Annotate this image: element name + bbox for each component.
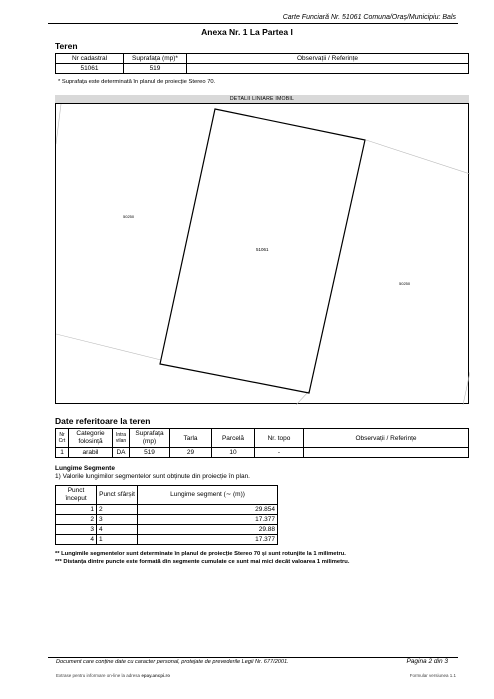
date-teren-table: [55, 428, 469, 458]
col-header: Observații / Referințe: [187, 54, 469, 64]
table-row: [56, 448, 469, 458]
col-header: Observații / Referințe: [304, 429, 469, 448]
col-header: Suprafața (mp): [130, 429, 170, 448]
parcel-plan: [55, 103, 469, 404]
table-row: [56, 535, 278, 545]
table-cell: 17.377: [138, 515, 278, 525]
col-header: Lungime segment (∼ (m)): [138, 486, 278, 505]
table-row: [56, 54, 469, 64]
table-row: [56, 486, 278, 505]
table-cell: 4: [97, 525, 138, 535]
col-header: Categorie folosință: [69, 429, 113, 448]
col-header: Tarla: [170, 429, 212, 448]
col-header: Punct sfârșit: [97, 486, 138, 505]
neighbor-label: 50250: [123, 214, 135, 219]
teren-note: * Suprafața este determinată în planul de proiecție Stereo 70.: [58, 79, 216, 85]
teren-table: [55, 53, 469, 74]
page-number: Pagina 2 din 3: [406, 658, 448, 665]
registry-header: Carte Funciară Nr. 51061 Comuna/Oraș/Municipiu: Bals: [282, 14, 456, 21]
table-cell: 17.377: [138, 535, 278, 545]
table-row: [56, 505, 278, 515]
segmente-title: Lungime Segmente: [55, 465, 115, 472]
table-cell: 519: [130, 448, 170, 458]
table-cell: 51061: [56, 64, 124, 74]
segmente-table: [55, 485, 278, 545]
table-row: [56, 64, 469, 74]
teren-title: Teren: [55, 41, 78, 51]
col-header: Punct început: [56, 486, 97, 505]
table-cell: 29.854: [138, 505, 278, 515]
segmente-note-1: ** Lungimile segmentelor sunt determinate în planul de proiecție Stereo 70 și sunt rotunjite la 1 milimetru.: [55, 551, 346, 557]
table-row: [56, 525, 278, 535]
col-header: Nr Crt: [56, 429, 69, 448]
header-divider: [48, 23, 458, 24]
table-cell: DA: [113, 448, 130, 458]
neighbor-boundary: [56, 104, 61, 144]
neighbor-label: 50250: [399, 281, 411, 286]
plan-title: DETALII LINIARE IMOBIL: [55, 95, 469, 103]
table-cell: 3: [56, 525, 97, 535]
table-cell: 519: [124, 64, 187, 74]
table-cell: 1: [56, 505, 97, 515]
parcel-drawing: [56, 104, 470, 405]
extract-info: [56, 673, 170, 678]
neighbor-boundary: [463, 372, 470, 405]
table-cell: 10: [212, 448, 255, 458]
table-cell: 1: [97, 535, 138, 545]
form-version: Formular versiunea 1.1: [409, 673, 456, 678]
annex-title: Anexa Nr. 1 La Partea I: [201, 27, 293, 37]
neighbor-boundary: [366, 140, 470, 174]
table-cell: [304, 448, 469, 458]
col-header: Nr. topo: [255, 429, 304, 448]
footer-disclaimer: Document care conține date cu caracter personal, protejate de prevederile Legii Nr. 677/2001.: [56, 659, 289, 665]
date-teren-title: Date referitoare la teren: [55, 416, 151, 426]
col-header: Intra vilan: [113, 429, 130, 448]
table-cell: 3: [97, 515, 138, 525]
table-cell: 2: [56, 515, 97, 525]
segmente-note-2: *** Distanța dintre puncte este formată din segmente cumulate ce sunt mai mici decât valoarea 1 milimetru.: [55, 559, 350, 565]
neighbor-boundary: [56, 334, 161, 360]
extract-prefix: Extrase pentru informare on-line la adresa: [56, 673, 141, 678]
col-header: Suprafața (mp)*: [124, 54, 187, 64]
table-row: [56, 429, 469, 448]
table-cell: 2: [97, 505, 138, 515]
table-cell: 4: [56, 535, 97, 545]
table-cell: [187, 64, 469, 74]
table-row: [56, 515, 278, 525]
table-cell: 29.88: [138, 525, 278, 535]
footer-divider: [48, 657, 458, 658]
table-cell: 1: [56, 448, 69, 458]
extract-site-link[interactable]: epay.ancpi.ro: [141, 673, 170, 678]
col-header: Parcelă: [212, 429, 255, 448]
col-header: Nr cadastral: [56, 54, 124, 64]
table-cell: 29: [170, 448, 212, 458]
segmente-subtitle: 1) Valorile lungimilor segmentelor sunt obținute din proiecție în plan.: [55, 473, 250, 480]
parcel-label: 51061: [256, 247, 269, 252]
table-cell: arabil: [69, 448, 113, 458]
table-cell: -: [255, 448, 304, 458]
